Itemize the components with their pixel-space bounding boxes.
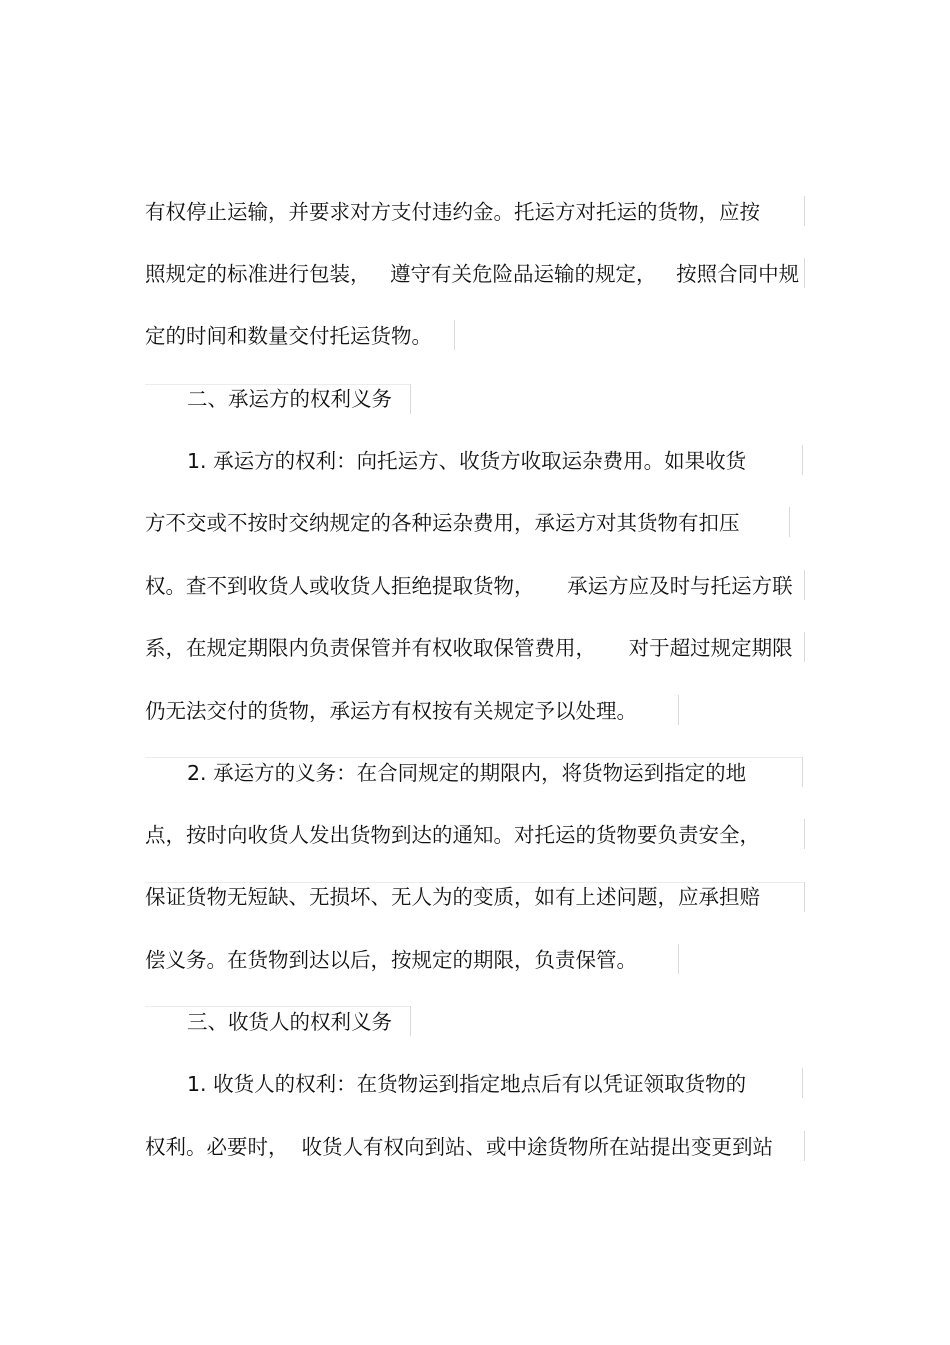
text-line-9: 仍无法交付的货物，承运方有权按有关规定予以处理。	[145, 699, 637, 723]
text-line-3: 定的时间和数量交付托运货物。	[145, 324, 432, 348]
text-line-16: 权利。必要时， 收货人有权向到站、或中途货物所在站提出变更到站	[145, 1135, 774, 1159]
line-end-rule	[410, 384, 411, 414]
line-end-rule	[804, 570, 805, 600]
text-line-11: 点，按时向收货人发出货物到达的通知。对托运的货物要负责安全，	[145, 823, 760, 847]
text-line-1: 有权停止运输，并要求对方支付违约金。托运方对托运的货物，应按	[145, 200, 760, 224]
text-line-8: 系，在规定期限内负责保管并有权收取保管费用， 对于超过规定期限	[145, 636, 793, 660]
line-end-rule	[802, 757, 803, 787]
section-heading-3: 三、收货人的权利义务	[187, 1010, 392, 1034]
text-line-2: 照规定的标准进行包装， 遵守有关危险品运输的规定， 按照合同中规	[145, 262, 800, 286]
section-heading-2: 二、承运方的权利义务	[187, 387, 392, 411]
line-end-rule	[804, 258, 805, 288]
line-end-rule	[804, 882, 805, 912]
line-end-rule	[789, 507, 790, 537]
text-line-6: 方不交或不按时交纳规定的各种运杂费用，承运方对其货物有扣压	[145, 511, 740, 535]
text-line-5: 1. 承运方的权利：向托运方、收货方收取运杂费用。如果收货	[187, 449, 747, 473]
line-end-rule	[804, 819, 805, 849]
line-end-rule	[410, 1006, 411, 1036]
line-end-rule	[802, 1068, 803, 1098]
line-end-rule	[804, 1131, 805, 1161]
line-end-rule	[802, 445, 803, 475]
text-line-15: 1. 收货人的权利：在货物运到指定地点后有以凭证领取货物的	[187, 1072, 747, 1096]
text-line-12: 保证货物无短缺、无损坏、无人为的变质，如有上述问题，应承担赔	[145, 885, 760, 909]
line-end-rule	[804, 632, 805, 662]
line-end-rule	[678, 944, 679, 974]
text-line-13: 偿义务。在货物到达以后，按规定的期限，负责保管。	[145, 948, 637, 972]
text-line-7: 权。查不到收货人或收货人拒绝提取货物， 承运方应及时与托运方联	[145, 574, 793, 598]
line-end-rule	[678, 695, 679, 725]
line-end-rule	[804, 196, 805, 226]
text-line-10: 2. 承运方的义务：在合同规定的期限内，将货物运到指定的地	[187, 761, 747, 785]
line-end-rule	[454, 320, 455, 350]
